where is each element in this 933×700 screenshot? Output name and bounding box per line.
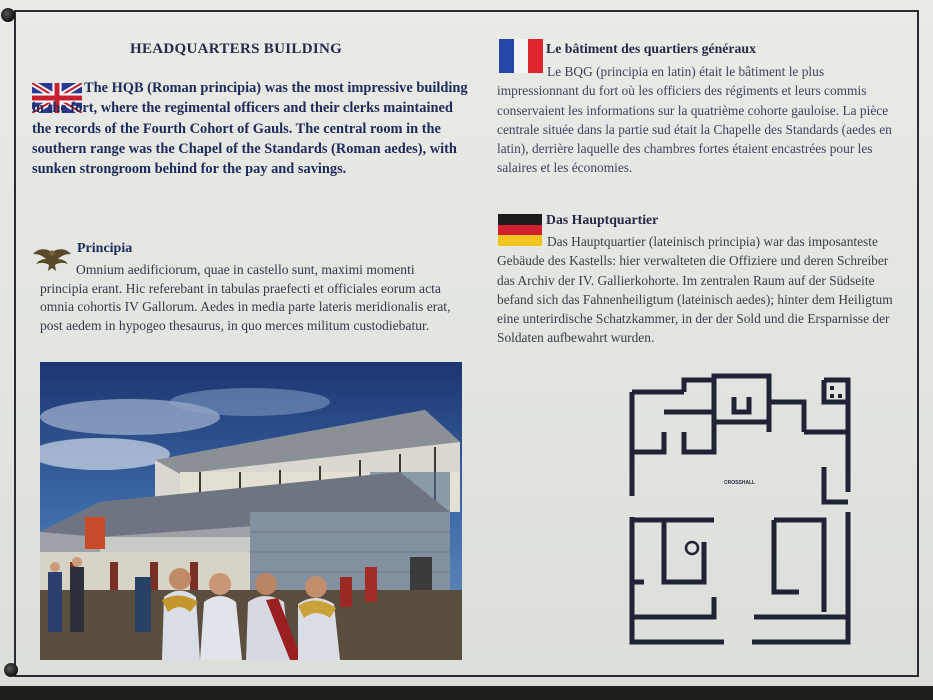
english-paragraph: The HQB (Roman principia) was the most impressive building in the fort, where the regimental officers and their clerks maintained the records of the Fourth Cohort of Gauls. The central room in the southern range was the Chapel of the Standards (Roman aedes), with sunken strongroom behind for the pay and savings.	[32, 80, 468, 178]
crosshall-label: CROSSHALL	[724, 480, 756, 486]
french-paragraph: Le BQG (principia en latin) était le bâtiment le plus impressionnant du fort où les officiers des régiments et leurs commis conservaient les informations sur la quatrième cohorte gauloise. La pièce centrale située dans la partie sud était la Chapelle des Standards (aedes en latin), derrière laquelle des chambres fortes étaient encastrées pour les salaires et les économies.	[497, 64, 892, 176]
german-paragraph: Das Hauptquartier (lateinisch principia) war das imposanteste Gebäude des Kastells: hier verwalteten die Offiziere und deren Schreiber das Archiv der IV. Gallierkohorte. Im zentralen Raum auf der Südseite befand sich das Fahnenheiligtum (lateinisch aedes); hinter dem Heiligtum eine unterirdische Schatzkammer, in der der Sold und die Ersparnisse der Soldaten aufbewahrt wurden.	[497, 234, 893, 346]
latin-heading: Principia	[77, 241, 133, 256]
screw-top-left	[1, 8, 15, 22]
board-bottom-edge	[0, 686, 933, 700]
floor-plan	[624, 372, 860, 654]
english-title: HEADQUARTERS BUILDING	[130, 41, 343, 57]
german-heading: Das Hauptquartier	[546, 212, 659, 227]
french-heading: Le bâtiment des quartiers généraux	[546, 41, 756, 56]
fort-headquarters-painting	[40, 362, 462, 660]
latin-paragraph: Omnium aedificiorum, quae in castello sunt, maximi momenti principia erant. Hic referebant in tabulas praefecti et officiales eorum acta omnia cohortis IV Gallorum. Aedes in media parte lateris meridionalis erat, post aedem in hypogeo thesaurus, in quo merces militum custodiebatur.	[40, 262, 451, 333]
screw-bottom-left	[4, 663, 18, 677]
